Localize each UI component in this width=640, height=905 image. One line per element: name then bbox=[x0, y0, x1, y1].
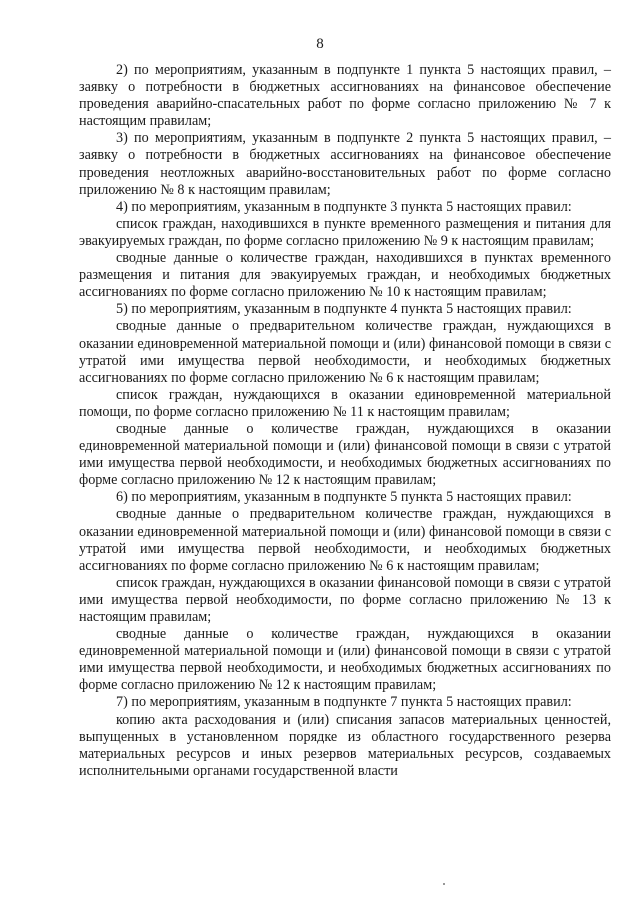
paragraph-preliminary-summary-6: сводные данные о предварительном количестве граждан, нуждающихся в оказании единовременной материальной помощи и (или) финансовой помощи в связи с утратой ими имущества первой необходимости, и необходимых бюджетных ассигнованиях по форме согласно приложению № 6 к настоящим правилам; bbox=[79, 506, 611, 574]
paragraph-item-5-heading: 5) по мероприятиям, указанным в подпункте 4 пункта 5 настоящих правил: bbox=[116, 301, 572, 318]
paragraph-item-4-heading: 4) по мероприятиям, указанным в подпункте 3 пункта 5 настоящих правил: bbox=[116, 198, 572, 215]
paragraph-material-aid-list: список граждан, нуждающихся в оказании единовременной материальной помощи, по форме согласно приложению № 11 к настоящим правилам; bbox=[79, 386, 611, 420]
page-number: 8 bbox=[316, 36, 324, 52]
paragraph-preliminary-summary-5: сводные данные о предварительном количестве граждан, нуждающихся в оказании единовременной материальной помощи и (или) финансовой помощи в связи с утратой ими имущества первой необходимости, и необходимых бюджетных ассигнованиях по форме согласно приложению № 6 к настоящим правилам; bbox=[79, 318, 611, 386]
paragraph-write-off-act: копию акта расходования и (или) списания запасов материальных ценностей, выпущенных в установленном порядке из областного государственного резерва материальных ресурсов и иных резервов материальных ресурсов, создаваемых исполнительными органами государственной власти bbox=[79, 711, 611, 779]
paragraph-evacuees-list: список граждан, находившихся в пункте временного размещения и питания для эвакуируемых граждан, по форме согласно приложению № 9 к настоящим правилам; bbox=[79, 215, 611, 249]
paragraph-summary-6: сводные данные о количестве граждан, нуждающихся в оказании единовременной материальной помощи и (или) финансовой помощи в связи с утратой ими имущества первой необходимости, и необходимых бюджетных ассигнованиях по форме согласно приложению № 12 к настоящим правилам; bbox=[79, 626, 611, 694]
paragraph-item-7-heading: 7) по мероприятиям, указанным в подпункте 7 пункта 5 настоящих правил: bbox=[116, 694, 572, 711]
scan-speck bbox=[443, 883, 445, 885]
document-body bbox=[79, 62, 611, 780]
paragraph-item-3: 3) по мероприятиям, указанным в подпункте 2 пункта 5 настоящих правил, – заявку о потребности в бюджетных ассигнованиях на финансовое обеспечение проведения неотложных аварийно-восстановительных работ по форме согласно приложению № 8 к настоящим правилам; bbox=[79, 130, 611, 198]
paragraph-item-2: 2) по мероприятиям, указанным в подпункте 1 пункта 5 настоящих правил, – заявку о потребности в бюджетных ассигнованиях на финансовое обеспечение проведения аварийно-спасательных работ по форме согласно приложению № 7 к настоящим правилам; bbox=[79, 62, 611, 130]
paragraph-financial-aid-list: список граждан, нуждающихся в оказании финансовой помощи в связи с утратой ими имущества первой необходимости, по форме согласно приложению № 13 к настоящим правилам; bbox=[79, 574, 611, 625]
paragraph-evacuees-summary: сводные данные о количестве граждан, находившихся в пунктах временного размещения и питания для эвакуируемых граждан, и необходимых бюджетных ассигнованиях по форме согласно приложению № 10 к настоящим правилам; bbox=[79, 250, 611, 301]
paragraph-item-6-heading: 6) по мероприятиям, указанным в подпункте 5 пункта 5 настоящих правил: bbox=[116, 489, 572, 506]
paragraph-summary-5: сводные данные о количестве граждан, нуждающихся в оказании единовременной материальной помощи и (или) финансовой помощи в связи с утратой ими имущества первой необходимости, и необходимых бюджетных ассигнованиях по форме согласно приложению № 12 к настоящим правилам; bbox=[79, 420, 611, 489]
